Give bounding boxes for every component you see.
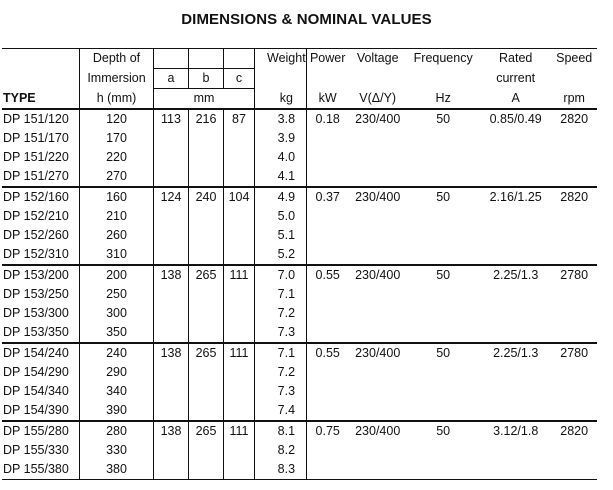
dim-c-cell: 87 — [224, 109, 255, 129]
type-cell: DP 155/330 — [2, 441, 80, 460]
header-current-line1: Rated — [480, 49, 552, 69]
header-frequency-unit: Hz — [407, 89, 480, 110]
weight-cell: 4.0 — [255, 148, 307, 167]
table-row — [2, 421, 597, 441]
dim-a-cell: 138 — [154, 421, 189, 441]
weight-cell: 7.1 — [255, 343, 307, 363]
table-row — [2, 245, 597, 265]
dim-a-cell: 138 — [154, 343, 189, 363]
dim-a-cell: 124 — [154, 187, 189, 207]
page-title: DIMENSIONS & NOMINAL VALUES — [181, 11, 432, 28]
weight-cell: 3.8 — [255, 109, 307, 129]
table-row — [2, 226, 597, 245]
header-type-blank — [2, 49, 80, 69]
weight-cell: 7.3 — [255, 323, 307, 343]
voltage-cell: 230/400 — [349, 187, 407, 207]
depth-cell: 250 — [80, 285, 154, 304]
header-a-blank — [154, 49, 189, 69]
depth-cell: 220 — [80, 148, 154, 167]
dim-b-cell: 265 — [189, 343, 224, 363]
weight-cell: 5.2 — [255, 245, 307, 265]
header-a: a — [154, 69, 189, 89]
current-cell: 2.16/1.25 — [480, 187, 552, 207]
power-cell: 0.55 — [306, 343, 349, 363]
header-frequency-blank — [407, 69, 480, 89]
header-depth-unit: h (mm) — [80, 89, 154, 110]
power-cell: 0.75 — [306, 421, 349, 441]
dim-c-cell: 111 — [224, 265, 255, 285]
current-cell: 3.12/1.8 — [480, 421, 552, 441]
type-cell: DP 153/200 — [2, 265, 80, 285]
power-cell: 0.37 — [306, 187, 349, 207]
header-voltage-blank — [349, 69, 407, 89]
depth-cell: 340 — [80, 382, 154, 401]
table-row — [2, 304, 597, 323]
dim-c-cell: 111 — [224, 343, 255, 363]
frequency-cell: 50 — [407, 109, 480, 129]
depth-cell: 380 — [80, 460, 154, 480]
current-cell: 2.25/1.3 — [480, 265, 552, 285]
depth-cell: 200 — [80, 265, 154, 285]
depth-cell: 260 — [80, 226, 154, 245]
header-power: Power — [306, 49, 349, 69]
voltage-cell: 230/400 — [349, 343, 407, 363]
dim-b-cell: 240 — [189, 187, 224, 207]
table-row — [2, 382, 597, 401]
speed-cell: 2820 — [552, 109, 597, 129]
dimensions-table — [2, 48, 597, 480]
header-weight-unit: kg — [255, 89, 307, 110]
table-row — [2, 401, 597, 421]
voltage-cell: 230/400 — [349, 109, 407, 129]
dim-b-cell: 265 — [189, 421, 224, 441]
table-row — [2, 129, 597, 148]
table-row — [2, 323, 597, 343]
header-voltage-unit: V(Δ/Y) — [349, 89, 407, 110]
frequency-cell: 50 — [407, 421, 480, 441]
type-cell: DP 152/260 — [2, 226, 80, 245]
header-current-line2: current — [496, 71, 536, 85]
speed-cell: 2780 — [552, 265, 597, 285]
header-type-blank-2 — [2, 69, 80, 89]
depth-cell: 160 — [80, 187, 154, 207]
table-row — [2, 441, 597, 460]
weight-cell: 3.9 — [255, 129, 307, 148]
header-speed-unit: rpm — [552, 89, 597, 110]
type-cell: DP 155/280 — [2, 421, 80, 441]
depth-cell: 330 — [80, 441, 154, 460]
voltage-cell: 230/400 — [349, 265, 407, 285]
dim-c-cell: 104 — [224, 187, 255, 207]
frequency-cell: 50 — [407, 343, 480, 363]
type-cell: DP 154/390 — [2, 401, 80, 421]
dim-a-cell: 113 — [154, 109, 189, 129]
table-row — [2, 285, 597, 304]
header-type: TYPE — [2, 89, 80, 110]
header-row-2 — [2, 69, 597, 89]
header-mm-unit: mm — [154, 89, 255, 110]
header-power-blank — [306, 69, 349, 89]
header-current-unit: A — [480, 89, 552, 110]
current-cell: 0.85/0.49 — [480, 109, 552, 129]
header-b: b — [189, 69, 224, 89]
type-cell: DP 152/160 — [2, 187, 80, 207]
depth-cell: 300 — [80, 304, 154, 323]
table-row — [2, 207, 597, 226]
table-row — [2, 187, 597, 207]
depth-cell: 390 — [80, 401, 154, 421]
header-depth-line2: Immersion — [80, 69, 154, 89]
depth-cell: 280 — [80, 421, 154, 441]
weight-cell: 8.2 — [255, 441, 307, 460]
header-row-1 — [2, 49, 597, 69]
speed-cell: 2820 — [552, 421, 597, 441]
speed-cell: 2780 — [552, 343, 597, 363]
current-cell: 2.25/1.3 — [480, 343, 552, 363]
voltage-cell: 230/400 — [349, 421, 407, 441]
table-row — [2, 148, 597, 167]
header-depth-line1: Depth of — [80, 49, 154, 69]
type-cell: DP 155/380 — [2, 460, 80, 480]
type-cell: DP 153/300 — [2, 304, 80, 323]
header-weight: Weight — [255, 49, 307, 69]
table-row — [2, 265, 597, 285]
header-c-blank — [224, 49, 255, 69]
depth-cell: 290 — [80, 363, 154, 382]
dim-b-cell: 265 — [189, 265, 224, 285]
weight-cell: 7.2 — [255, 363, 307, 382]
power-cell: 0.55 — [306, 265, 349, 285]
frequency-cell: 50 — [407, 265, 480, 285]
dim-c-cell: 111 — [224, 421, 255, 441]
header-speed-blank — [552, 69, 597, 89]
table-row — [2, 167, 597, 187]
depth-cell: 270 — [80, 167, 154, 187]
header-frequency: Frequency — [407, 49, 480, 69]
header-row-3 — [2, 89, 597, 110]
table-row — [2, 343, 597, 363]
frequency-cell: 50 — [407, 187, 480, 207]
table-row — [2, 109, 597, 129]
weight-cell: 5.1 — [255, 226, 307, 245]
power-cell: 0.18 — [306, 109, 349, 129]
type-cell: DP 154/240 — [2, 343, 80, 363]
weight-cell: 7.2 — [255, 304, 307, 323]
weight-cell: 4.9 — [255, 187, 307, 207]
weight-cell: 7.1 — [255, 285, 307, 304]
type-cell: DP 151/220 — [2, 148, 80, 167]
depth-cell: 120 — [80, 109, 154, 129]
weight-cell: 7.4 — [255, 401, 307, 421]
dim-b-cell: 216 — [189, 109, 224, 129]
weight-cell: 7.3 — [255, 382, 307, 401]
type-cell: DP 154/290 — [2, 363, 80, 382]
weight-cell: 7.0 — [255, 265, 307, 285]
type-cell: DP 151/270 — [2, 167, 80, 187]
weight-cell: 8.1 — [255, 421, 307, 441]
weight-cell: 5.0 — [255, 207, 307, 226]
depth-cell: 240 — [80, 343, 154, 363]
weight-cell: 4.1 — [255, 167, 307, 187]
depth-cell: 170 — [80, 129, 154, 148]
header-speed: Speed — [552, 49, 597, 69]
header-weight-blank — [255, 69, 307, 89]
header-c: c — [224, 69, 255, 89]
type-cell: DP 153/250 — [2, 285, 80, 304]
speed-cell: 2820 — [552, 187, 597, 207]
type-cell: DP 151/170 — [2, 129, 80, 148]
type-cell: DP 152/310 — [2, 245, 80, 265]
type-cell: DP 154/340 — [2, 382, 80, 401]
table-row — [2, 363, 597, 382]
depth-cell: 210 — [80, 207, 154, 226]
table-row — [2, 460, 597, 480]
type-cell: DP 151/120 — [2, 109, 80, 129]
depth-cell: 310 — [80, 245, 154, 265]
header-voltage: Voltage — [349, 49, 407, 69]
type-cell: DP 153/350 — [2, 323, 80, 343]
depth-cell: 350 — [80, 323, 154, 343]
header-b-blank — [189, 49, 224, 69]
type-cell: DP 152/210 — [2, 207, 80, 226]
header-power-unit: kW — [306, 89, 349, 110]
weight-cell: 8.3 — [255, 460, 307, 480]
dim-a-cell: 138 — [154, 265, 189, 285]
